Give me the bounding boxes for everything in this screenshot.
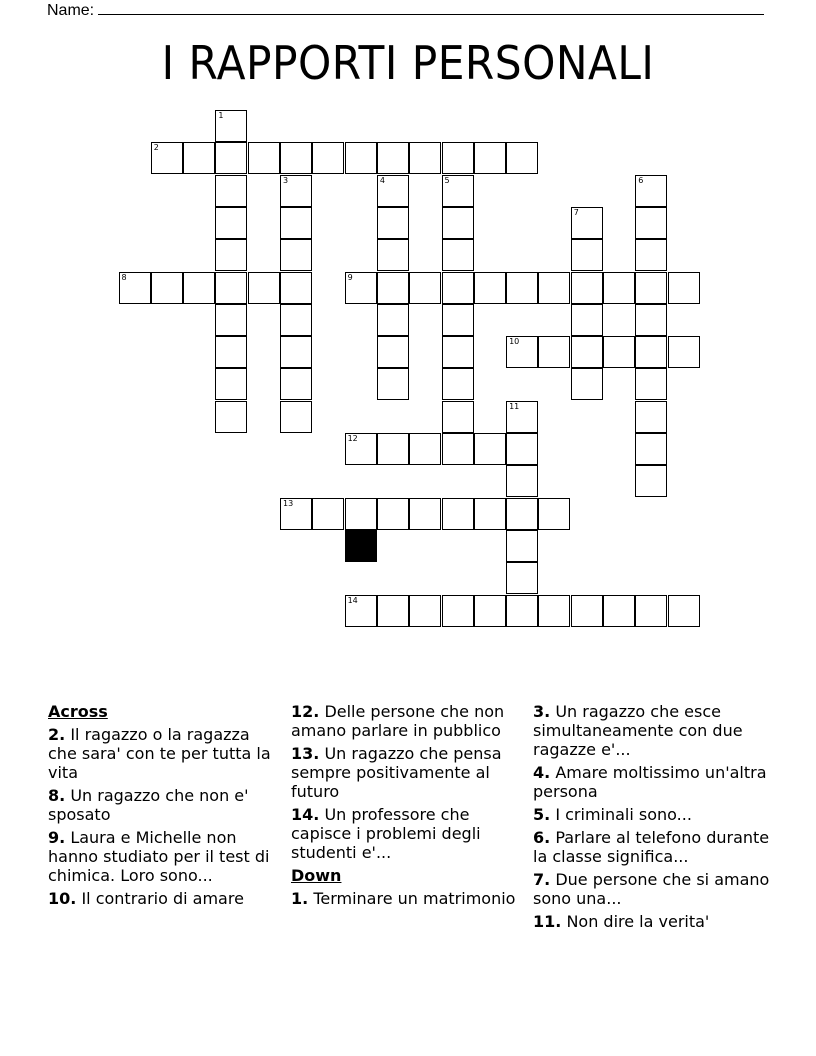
crossword-cell[interactable]	[151, 272, 183, 304]
clues-heading-across: Across	[48, 702, 108, 721]
crossword-cell[interactable]	[215, 239, 247, 271]
clue-item-text: Laura e Michelle non hanno studiato per il test di chimica. Loro sono...	[48, 828, 270, 885]
crossword-cell[interactable]	[571, 595, 603, 627]
crossword-cell[interactable]	[571, 272, 603, 304]
clues-column-2	[291, 702, 519, 912]
crossword-cell[interactable]	[377, 336, 409, 368]
crossword-cell[interactable]	[474, 595, 506, 627]
crossword-cell[interactable]	[442, 401, 474, 433]
clue-item	[533, 763, 773, 801]
crossword-cell[interactable]	[635, 336, 667, 368]
crossword-cell[interactable]	[280, 401, 312, 433]
crossword-cell[interactable]	[442, 207, 474, 239]
crossword-cell[interactable]	[377, 304, 409, 336]
crossword-cell[interactable]	[377, 142, 409, 174]
crossword-cell[interactable]	[442, 368, 474, 400]
crossword-cell[interactable]	[345, 142, 377, 174]
crossword-cell[interactable]	[442, 595, 474, 627]
crossword-cell[interactable]	[248, 272, 280, 304]
crossword-cell[interactable]	[538, 498, 570, 530]
clue-number: 2	[153, 143, 159, 153]
clue-item	[48, 828, 276, 885]
crossword-cell[interactable]	[474, 272, 506, 304]
clue-item-text: Amare moltissimo un'altra persona	[533, 763, 767, 801]
crossword-cell[interactable]	[377, 368, 409, 400]
clue-item-number: 9.	[48, 828, 66, 847]
crossword-cell[interactable]	[603, 336, 635, 368]
crossword-cell[interactable]	[183, 272, 215, 304]
clue-item-text: Due persone che si amano sono una...	[533, 870, 770, 908]
crossword-cell[interactable]	[442, 142, 474, 174]
clue-number: 1	[218, 111, 224, 120]
crossword-cell[interactable]	[280, 239, 312, 271]
crossword-cell[interactable]	[635, 239, 667, 271]
crossword-cell[interactable]	[571, 368, 603, 400]
clue-number: 10	[509, 337, 520, 347]
crossword-cell[interactable]	[442, 498, 474, 530]
page-title: I RAPPORTI PERSONALI	[161, 36, 655, 90]
clue-item-number: 12.	[291, 702, 320, 721]
crossword-cell[interactable]	[215, 272, 247, 304]
clue-item	[533, 702, 773, 759]
crossword-cell[interactable]	[603, 272, 635, 304]
crossword-cell[interactable]	[635, 401, 667, 433]
crossword-cell[interactable]	[635, 433, 667, 465]
crossword-cell[interactable]	[377, 595, 409, 627]
clue-number: 3	[283, 175, 289, 185]
crossword-cell[interactable]	[312, 498, 344, 530]
crossword-cell[interactable]	[119, 272, 151, 304]
clue-item-number: 1.	[291, 889, 309, 908]
crossword-cell[interactable]	[635, 368, 667, 400]
clue-number: 4	[379, 175, 385, 185]
crossword-cell[interactable]	[538, 336, 570, 368]
crossword-cell[interactable]	[377, 433, 409, 465]
crossword-cell[interactable]	[280, 272, 312, 304]
crossword-cell[interactable]	[409, 433, 441, 465]
crossword-cell[interactable]	[377, 239, 409, 271]
crossword-cell[interactable]	[635, 207, 667, 239]
crossword-cell[interactable]	[538, 595, 570, 627]
clue-item-number: 13.	[291, 744, 320, 763]
crossword-cell[interactable]	[345, 272, 377, 304]
crossword-cell[interactable]	[345, 498, 377, 530]
crossword-cell[interactable]	[506, 336, 538, 368]
clue-item-number: 3.	[533, 702, 551, 721]
crossword-cell[interactable]	[377, 498, 409, 530]
crossword-cell[interactable]	[151, 142, 183, 174]
crossword-cell[interactable]	[442, 175, 474, 207]
clue-item-text: Terminare un matrimonio	[313, 889, 516, 908]
clue-number: 7	[573, 207, 579, 217]
crossword-cell[interactable]	[377, 175, 409, 207]
clues-column-3	[533, 702, 773, 935]
crossword-cell[interactable]	[668, 336, 700, 368]
clue-item	[48, 786, 276, 824]
crossword-cell[interactable]	[280, 498, 312, 530]
crossword-cell[interactable]	[474, 498, 506, 530]
clue-item-text: Il ragazzo o la ragazza che sara' con te per tutta la vita	[48, 725, 271, 782]
clue-item-text: Non dire la verita'	[566, 912, 710, 931]
crossword-cell[interactable]	[312, 142, 344, 174]
crossword-cell[interactable]	[280, 304, 312, 336]
name-label: Name:	[47, 2, 95, 19]
clue-item	[291, 889, 519, 908]
clue-item	[291, 744, 519, 801]
clue-item-number: 6.	[533, 828, 551, 847]
clue-item-number: 10.	[48, 889, 77, 908]
crossword-cell[interactable]	[668, 595, 700, 627]
crossword-cell[interactable]	[635, 175, 667, 207]
crossword-cell[interactable]	[474, 433, 506, 465]
clue-number: 12	[347, 434, 358, 443]
crossword-cell[interactable]	[442, 433, 474, 465]
crossword-cell[interactable]	[215, 207, 247, 239]
crossword-cell[interactable]	[668, 272, 700, 304]
crossword-cell[interactable]	[571, 304, 603, 336]
crossword-cell[interactable]	[442, 304, 474, 336]
crossword-cell[interactable]	[280, 336, 312, 368]
crossword-cell[interactable]	[215, 142, 247, 174]
crossword-cell[interactable]	[603, 595, 635, 627]
crossword-cell[interactable]	[215, 304, 247, 336]
clue-number: 13	[283, 498, 294, 508]
clue-number: 5	[444, 175, 450, 185]
clue-item-text: Delle persone che non amano parlare in pubblico	[291, 702, 505, 740]
clue-item	[48, 889, 276, 908]
crossword-cell[interactable]	[377, 207, 409, 239]
crossword-cell[interactable]	[506, 595, 538, 627]
clue-item-number: 2.	[48, 725, 66, 744]
crossword-cell[interactable]	[215, 110, 247, 142]
clue-item-number: 4.	[533, 763, 551, 782]
crossword-cell[interactable]	[635, 272, 667, 304]
crossword-cell[interactable]	[506, 142, 538, 174]
crossword-cell[interactable]	[506, 562, 538, 594]
clue-item-text: Un ragazzo che pensa sempre positivamente al futuro	[291, 744, 502, 801]
crossword-cell[interactable]	[635, 595, 667, 627]
crossword-cell[interactable]	[409, 142, 441, 174]
clues-heading-down: Down	[291, 866, 342, 885]
clue-item-text: I criminali sono...	[555, 805, 692, 824]
clue-item-text: Un professore che capisce i problemi degli studenti e'...	[291, 805, 481, 862]
crossword-cell[interactable]	[571, 207, 603, 239]
crossword-cell[interactable]	[506, 498, 538, 530]
crossword-cell[interactable]	[409, 498, 441, 530]
crossword-cell[interactable]	[183, 142, 215, 174]
clue-item	[533, 912, 773, 931]
crossword-cell[interactable]	[442, 239, 474, 271]
clue-item	[533, 870, 773, 908]
clue-item-number: 7.	[533, 870, 551, 889]
crossword-cell[interactable]	[506, 530, 538, 562]
clue-number: 6	[638, 175, 644, 185]
crossword-cell[interactable]	[506, 433, 538, 465]
crossword-cell[interactable]	[345, 433, 377, 465]
clue-number: 9	[347, 272, 353, 282]
crossword-cell[interactable]	[215, 368, 247, 400]
clue-item	[533, 805, 773, 824]
clue-item	[291, 702, 519, 740]
clue-number: 14	[347, 595, 358, 605]
clue-item-text: Il contrario di amare	[81, 889, 244, 908]
clue-item	[48, 725, 276, 782]
crossword-cell[interactable]	[442, 272, 474, 304]
crossword-cell[interactable]	[215, 175, 247, 207]
crossword-cell[interactable]	[474, 142, 506, 174]
clue-item-number: 5.	[533, 805, 551, 824]
crossword-cell[interactable]	[538, 272, 570, 304]
crossword-cell[interactable]	[506, 401, 538, 433]
crossword-cell[interactable]	[506, 465, 538, 497]
crossword-cell[interactable]	[442, 336, 474, 368]
clue-item	[533, 828, 773, 866]
crossword-cell[interactable]	[215, 336, 247, 368]
clue-item-text: Un ragazzo che non e' sposato	[48, 786, 249, 824]
crossword-cell[interactable]	[635, 465, 667, 497]
clues-column-1	[48, 702, 276, 912]
crossword-cell[interactable]	[571, 336, 603, 368]
black-square	[345, 530, 377, 562]
clue-item	[291, 805, 519, 862]
crossword-cell[interactable]	[635, 304, 667, 336]
crossword-cell[interactable]	[248, 142, 280, 174]
crossword-cell[interactable]	[345, 595, 377, 627]
clue-item-text: Parlare al telefono durante la classe significa...	[533, 828, 770, 866]
crossword-cell[interactable]	[409, 272, 441, 304]
crossword-cell[interactable]	[280, 207, 312, 239]
crossword-cell[interactable]	[280, 175, 312, 207]
clue-item-number: 14.	[291, 805, 320, 824]
clue-item-text: Un ragazzo che esce simultaneamente con due ragazze e'...	[533, 702, 743, 759]
crossword-cell[interactable]	[280, 368, 312, 400]
crossword-cell[interactable]	[409, 595, 441, 627]
crossword-cell[interactable]	[506, 272, 538, 304]
crossword-cell[interactable]	[571, 239, 603, 271]
clue-item-number: 11.	[533, 912, 562, 931]
clue-number: 11	[509, 401, 520, 411]
clue-number: 8	[121, 272, 127, 282]
crossword-cell[interactable]	[377, 272, 409, 304]
crossword-cell[interactable]	[215, 401, 247, 433]
clue-item-number: 8.	[48, 786, 66, 805]
crossword-cell[interactable]	[280, 142, 312, 174]
